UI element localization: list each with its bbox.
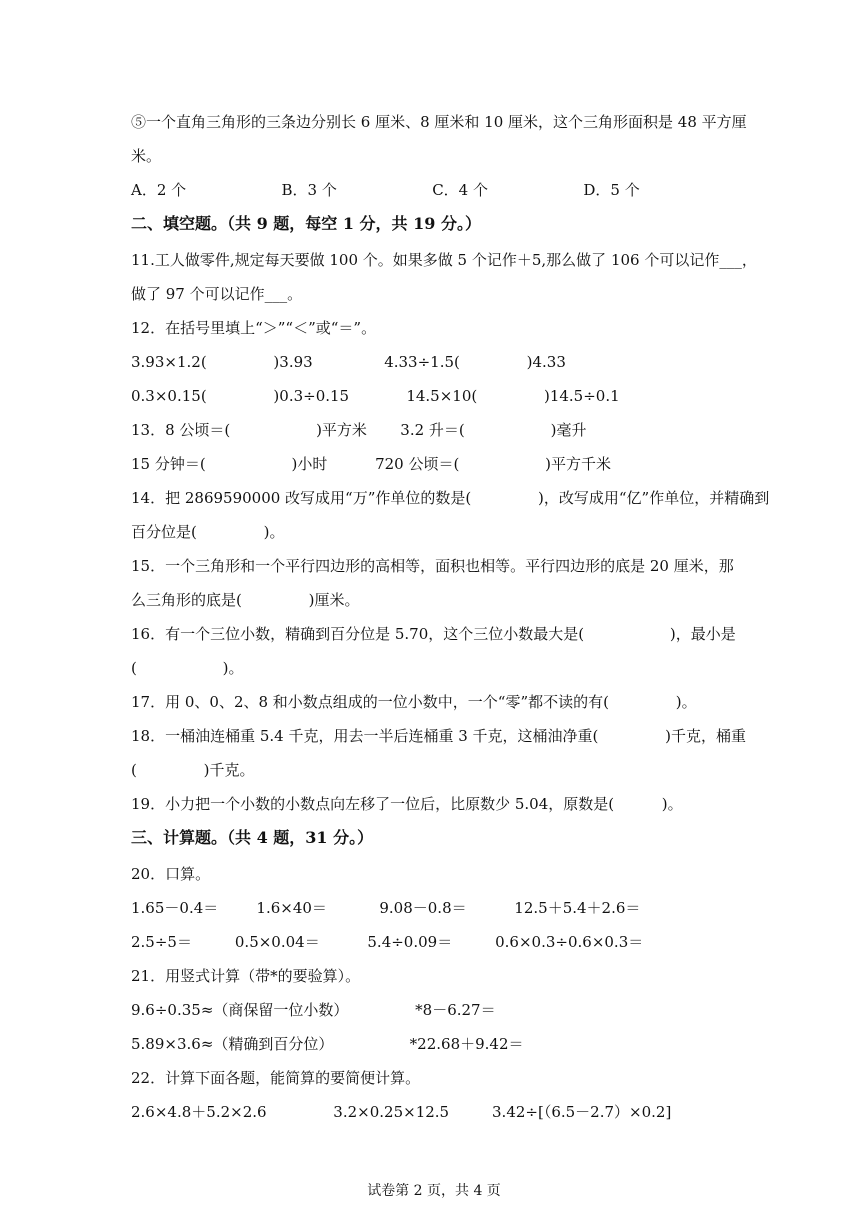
q14-line1: 14．把 2869590000 改写成用“万”作单位的数是( )，改写成用“亿”作单位，并精确到	[131, 489, 770, 507]
q21-title: 21．用竖式计算（带*的要验算）。	[131, 967, 361, 985]
page-footer: 试卷第 2 页，共 4 页	[367, 1183, 501, 1199]
q12-row1: 3.93×1.2( )3.93 4.33÷1.5( )4.33	[131, 353, 566, 371]
q11-line1: 11.工人做零件,规定每天要做 100 个。如果多做 5 个记作＋5,那么做了 106 个可以记作___，	[131, 251, 757, 269]
q20-title: 20．口算。	[131, 865, 211, 883]
q18-line2: ( )千克。	[131, 761, 255, 779]
q16-line1: 16．有一个三位小数，精确到百分位是 5.70，这个三位小数最大是( )，最小是	[131, 625, 736, 643]
q10-statement-5-line1: ⑤一个直角三角形的三条边分别长 6 厘米、8 厘米和 10 厘米，这个三角形面积是 48 平方厘	[131, 113, 747, 131]
q19: 19．小力把一个小数的小数点向左移了一位后，比原数少 5.04，原数是( )。	[131, 795, 683, 813]
section-heading-fill-in: 二、填空题。（共 9 题，每空 1 分，共 19 分。）	[131, 214, 481, 233]
q13-row1: 13．8 公顷＝( )平方米 3.2 升＝( )毫升	[131, 421, 587, 439]
q13-row2: 15 分钟＝( )小时 720 公顷＝( )平方千米	[131, 455, 611, 473]
q21-row2: 5.89×3.6≈（精确到百分位） *22.68＋9.42＝	[131, 1035, 524, 1053]
q20-row2: 2.5÷5＝ 0.5×0.04＝ 5.4÷0.09＝ 0.6×0.3÷0.6×0.3＝	[131, 933, 644, 951]
q11-line2: 做了 97 个可以记作___。	[131, 285, 303, 303]
q10-options: A．2 个 B．3 个 C．4 个 D．5 个	[131, 181, 640, 199]
q16-line2: ( )。	[131, 659, 244, 677]
q22-title: 22．计算下面各题，能简算的要简便计算。	[131, 1069, 421, 1087]
q14-line2: 百分位是( )。	[131, 523, 285, 541]
q12-title: 12．在括号里填上“＞”“＜”或“＝”。	[131, 319, 377, 337]
q21-row1: 9.6÷0.35≈（商保留一位小数） *8－6.27＝	[131, 1001, 496, 1019]
section-heading-calculation: 三、计算题。（共 4 题，31 分。）	[131, 828, 374, 847]
q15-line2: 么三角形的底是( )厘米。	[131, 591, 360, 609]
q18-line1: 18．一桶油连桶重 5.4 千克，用去一半后连桶重 3 千克，这桶油净重( )千克，桶重	[131, 727, 747, 745]
q20-row1: 1.65－0.4＝ 1.6×40＝ 9.08－0.8＝ 12.5＋5.4＋2.6＝	[131, 899, 641, 917]
q17: 17．用 0、0、2、8 和小数点组成的一位小数中，一个“零”都不读的有( )。	[131, 693, 697, 711]
q10-statement-5-line2: 米。	[131, 147, 162, 165]
q22-row1: 2.6×4.8＋5.2×2.6 3.2×0.25×12.5 3.42÷[（6.5－2.7）×0.2]	[131, 1103, 672, 1121]
q12-row2: 0.3×0.15( )0.3÷0.15 14.5×10( )14.5÷0.1	[131, 387, 620, 405]
q15-line1: 15．一个三角形和一个平行四边形的高相等，面积也相等。平行四边形的底是 20 厘米，那	[131, 557, 734, 575]
